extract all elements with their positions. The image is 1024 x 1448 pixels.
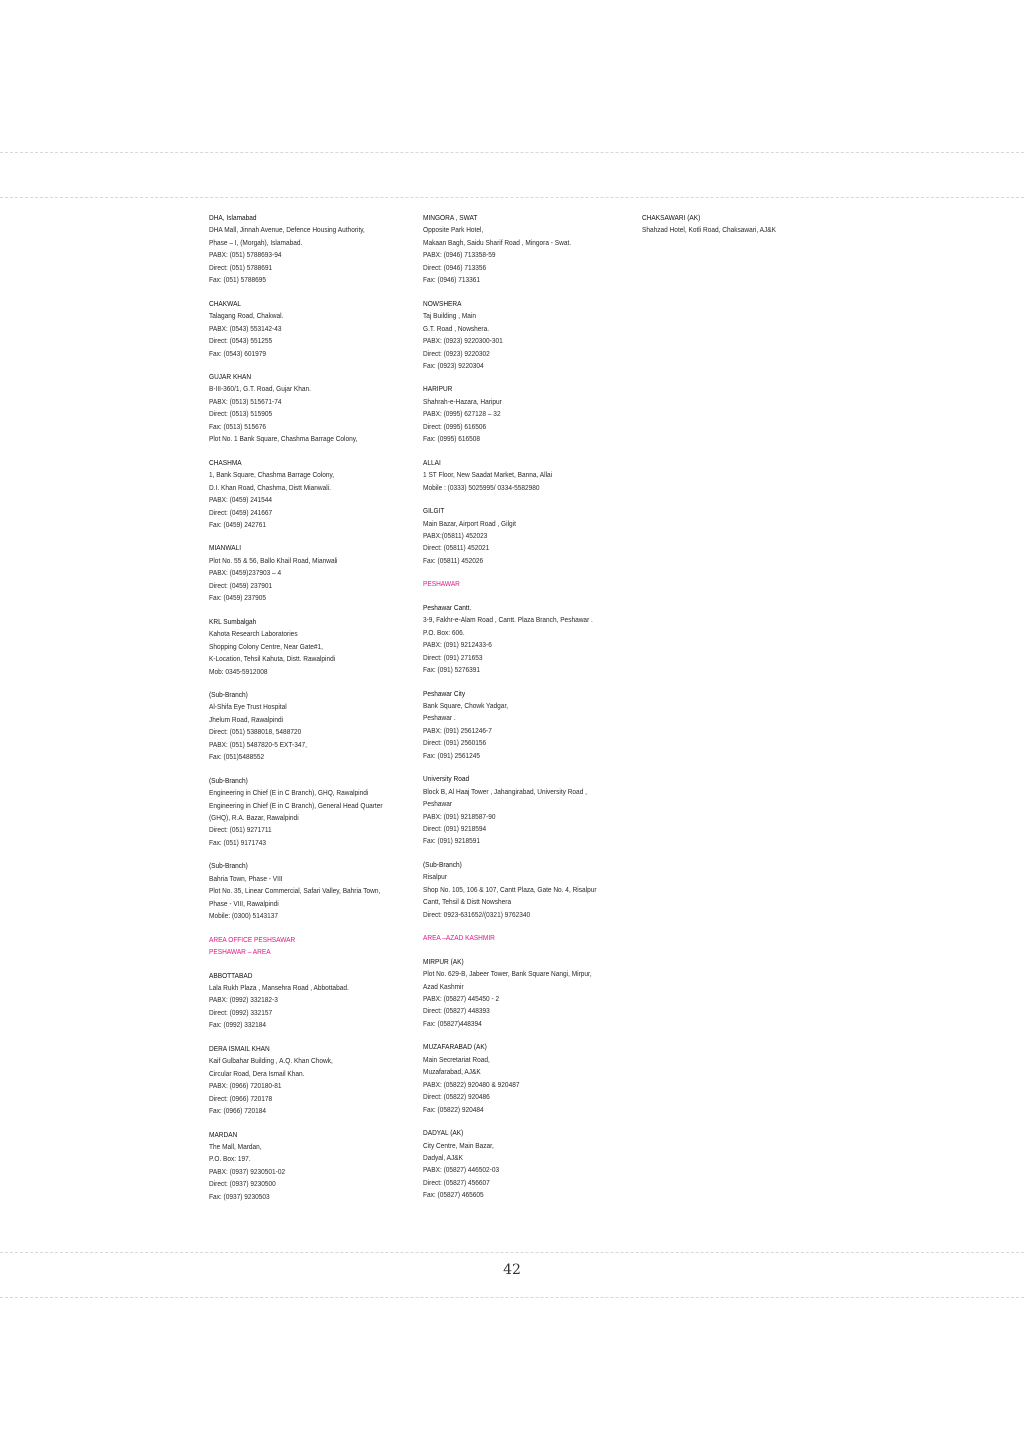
branch-detail-line: Direct: (05811) 452021	[423, 543, 490, 553]
branch-detail-line: Direct: (05822) 920486	[423, 1092, 490, 1102]
branch-detail-line: D.I. Khan Road, Chashma, Distt Mianwali.	[209, 482, 331, 492]
section-title: AREA –AZAD KASHMIR	[423, 933, 495, 943]
branch-detail-line: City Centre, Main Bazar,	[423, 1140, 494, 1150]
branch-detail-line: PABX: (05827) 445450 - 2	[423, 994, 500, 1004]
branch-detail-line: P.O. Box: 606.	[423, 627, 465, 637]
branch-detail-line: Direct: (0992) 332157	[209, 1007, 273, 1017]
section-heading	[423, 578, 623, 590]
branch-entry	[209, 1129, 409, 1204]
branch-detail-line: Plot No. 629-B, Jabeer Tower, Bank Square Nangi, Mirpur,	[423, 969, 592, 979]
branch-entry	[423, 505, 623, 567]
bottom-dashed-rule-1	[0, 1252, 1024, 1253]
column-1	[209, 212, 409, 1214]
branch-detail-line: Direct: (091) 9218594	[423, 824, 487, 834]
branch-detail-line: PABX: (0946) 713358-59	[423, 250, 496, 260]
branch-detail-line: Fax: (051)5488552	[209, 752, 265, 762]
branch-detail-line: Direct: (0923) 9220302	[423, 348, 490, 358]
branch-detail-line: Dadyal, AJ&K	[423, 1153, 463, 1162]
branch-name: HARIPUR	[423, 384, 453, 394]
top-dashed-rule-1	[0, 152, 1024, 153]
branch-detail-line: Direct: 0923-631652/(0321) 9762340	[423, 909, 531, 919]
branch-name: DADYAL (AK)	[423, 1128, 464, 1138]
branch-name: MIANWALI	[209, 543, 242, 553]
branch-detail-line: Bahria Town, Phase - VIII	[209, 873, 283, 883]
branch-detail-line: Jhelum Road, Rawalpindi	[209, 714, 284, 724]
branch-detail-line: Risalpur	[423, 872, 447, 882]
branch-detail-line: G.T. Road , Nowshera.	[423, 323, 490, 333]
branch-entry	[423, 956, 623, 1031]
branch-detail-line: PABX: (051) 5788693-94	[209, 250, 282, 260]
top-dashed-rule-2	[0, 197, 1024, 198]
branch-detail-line: 1, Bank Square, Chashma Barrage Colony,	[209, 470, 335, 480]
branch-detail-line: PABX: (05827) 446502-03	[423, 1165, 500, 1175]
branch-detail-line: PABX: (091) 2561246-7	[423, 725, 492, 735]
branch-name: ABBOTTABAD	[209, 970, 253, 980]
branch-name: ALLAI	[423, 457, 441, 467]
branch-entry	[423, 602, 623, 677]
branch-detail-line: Fax: (0966) 720184	[209, 1106, 267, 1116]
branch-detail-line: 3-9, Fakhr-e-Alam Road , Cantt. Plaza Branch, Peshawar .	[423, 615, 593, 625]
branch-name: GUJAR KHAN	[209, 371, 252, 381]
branch-detail-line: Block B, Al Haaj Tower , Jahangirabad, University Road ,	[423, 786, 587, 796]
branch-detail-line: Direct: (0995) 616506	[423, 421, 487, 431]
branch-name: (Sub-Branch)	[209, 689, 248, 699]
branch-detail-line: PABX: (0937) 9230501-02	[209, 1166, 286, 1176]
branch-detail-line: P.O. Box: 197.	[209, 1154, 251, 1164]
branch-entry	[423, 383, 623, 445]
branch-detail-line: Plot No. 55 & 56, Ballo Khail Road, Mianwali	[209, 555, 338, 565]
branch-detail-line: Fax: (051) 5788695	[209, 275, 267, 285]
branch-detail-line: Al-Shifa Eye Trust Hospital	[209, 702, 287, 712]
branch-detail-line: Fax: (0459) 242761	[209, 519, 267, 529]
branch-entry	[423, 298, 623, 373]
branch-detail-line: Phase - VIII, Rawalpindi	[209, 898, 279, 908]
branch-name: NOWSHERA	[423, 298, 462, 308]
branch-detail-line: Direct: (0459) 241667	[209, 507, 273, 517]
branch-name: MUZAFARABAD (AK)	[423, 1042, 487, 1052]
branch-detail-line: Opposite Park Hotel,	[423, 225, 484, 235]
branch-detail-line: K-Location, Tehsil Kahuta, Distt. Rawalpindi	[209, 654, 336, 664]
column-3	[642, 212, 842, 248]
branch-detail-line: Mob: 0345-5912008	[209, 666, 268, 676]
branch-detail-line: Direct: (0459) 237901	[209, 580, 273, 590]
branch-detail-line: Makaan Bagh, Saidu Sharif Road , Mingora - Swat.	[423, 237, 572, 247]
branch-detail-line: Direct: (05827) 448393	[423, 1006, 490, 1016]
branch-name: KRL Sumbalgah	[209, 616, 257, 626]
branch-detail-line: Shop No. 105, 106 & 107, Cantt Plaza, Gate No. 4, Risalpur	[423, 884, 597, 894]
branch-entry	[423, 212, 623, 287]
branch-entry	[642, 212, 842, 237]
branch-detail-line: Fax: (091) 5276391	[423, 665, 481, 675]
branch-detail-line: PABX: (091) 9212433-6	[423, 640, 492, 650]
branch-detail-line: Direct: (0937) 9230500	[209, 1179, 276, 1189]
branch-detail-line: Azad Kashmir	[423, 981, 464, 991]
branch-detail-line: Fax: (05827)448394	[423, 1018, 482, 1028]
branch-detail-line: Main Secretariat Road,	[423, 1054, 490, 1064]
branch-entry	[209, 689, 409, 764]
branch-name: (Sub-Branch)	[209, 861, 248, 871]
branch-entry	[209, 860, 409, 922]
branch-detail-line: Direct: (091) 271653	[423, 652, 483, 662]
branch-detail-line: PABX: (0992) 332182-3	[209, 995, 278, 1005]
branch-detail-line: The Mall, Mardan,	[209, 1142, 262, 1151]
branch-detail-line: PABX: (0923) 9220300-301	[423, 336, 503, 346]
branch-name: CHASHMA	[209, 457, 242, 467]
branch-detail-line: Kahota Research Laboratories	[209, 629, 298, 639]
section-title: PESHAWAR	[423, 579, 460, 589]
branch-entry	[209, 212, 409, 287]
branch-detail-line: Direct: (051) 5788691	[209, 262, 273, 272]
branch-detail-line: Plot No. 35, Linear Commercial, Safari Valley, Bahria Town,	[209, 886, 381, 896]
branch-detail-line: Peshawar	[423, 799, 453, 809]
branch-name: Peshawar City	[423, 688, 466, 698]
branch-entry	[423, 457, 623, 494]
bottom-dashed-rule-2	[0, 1297, 1024, 1298]
branch-detail-line: PABX: (0543) 553142-43	[209, 323, 282, 333]
branch-detail-line: Shahzad Hotel, Kotli Road, Chaksawari, AJ&K	[642, 225, 776, 235]
branch-name: CHAKWAL	[209, 298, 242, 308]
branch-detail-line: Main Bazar, Airport Road , Gilgit	[423, 518, 516, 528]
section-heading	[209, 934, 409, 959]
branch-detail-line: Cantt, Tehsil & Distt Nowshera	[423, 897, 512, 907]
branch-detail-line: Taj Building , Main	[423, 311, 476, 321]
branch-name: DHA, Islamabad	[209, 213, 257, 222]
branch-name: (Sub-Branch)	[209, 775, 248, 785]
branch-entry	[209, 542, 409, 604]
branch-name: DERA ISMAIL KHAN	[209, 1043, 270, 1053]
branch-detail-line: Fax: (0543) 601979	[209, 348, 267, 358]
section-title: PESHAWAR – AREA	[209, 947, 271, 957]
column-2	[423, 212, 623, 1213]
branch-name: Peshawar Cantt.	[423, 602, 472, 612]
branch-detail-line: Direct: (0513) 515905	[209, 409, 273, 419]
branch-detail-line: PABX: (0513) 515671-74	[209, 396, 282, 406]
branch-name: (Sub-Branch)	[423, 859, 462, 869]
branch-detail-line: Fax: (0946) 713361	[423, 275, 481, 285]
branch-detail-line: Fax: (05822) 920484	[423, 1104, 484, 1114]
branch-detail-line: Direct: (051) 5388018, 5488720	[209, 727, 302, 737]
branch-detail-line: 1 ST Floor, New Saadat Market, Banna, Allai	[423, 470, 553, 480]
branch-detail-line: Fax: (0992) 332184	[209, 1020, 267, 1030]
branch-detail-line: Engineering in Chief (E in C Branch), GHQ, Rawalpindi	[209, 788, 369, 798]
branch-name: MINGORA , SWAT	[423, 213, 478, 222]
branch-detail-line: Fax: (0923) 9220304	[423, 360, 484, 370]
branch-entry	[423, 773, 623, 848]
branch-detail-line: Direct: (091) 2560156	[423, 738, 487, 748]
branch-name: GILGIT	[423, 506, 445, 516]
branch-name: MARDAN	[209, 1129, 238, 1139]
branch-detail-line: Circular Road, Dera Ismail Khan.	[209, 1068, 305, 1078]
branch-entry	[423, 688, 623, 763]
branch-detail-line: PABX: (091) 9218587-90	[423, 811, 496, 821]
branch-detail-line: Shopping Colony Centre, Near Gate#1,	[209, 641, 324, 651]
branch-detail-line: Phase – I, (Morgah), Islamabad.	[209, 237, 303, 247]
branch-detail-line: Fax: (0995) 616508	[423, 434, 481, 444]
branch-entry	[423, 1127, 623, 1202]
page-number: 42	[503, 1262, 521, 1278]
branch-entry	[423, 1041, 623, 1116]
branch-detail-line: Direct: (0543) 551255	[209, 336, 273, 346]
branch-detail-line: Fax: (0937) 9230503	[209, 1191, 270, 1201]
branch-entry	[209, 371, 409, 446]
branch-detail-line: Engineering in Chief (E in C Branch), General Head Quarter	[209, 800, 383, 810]
branch-detail-line: Direct: (0946) 713356	[423, 262, 487, 272]
branch-detail-line: Direct: (0966) 720178	[209, 1093, 273, 1103]
branch-entry	[209, 616, 409, 678]
branch-name: CHAKSAWARI (AK)	[642, 213, 701, 222]
branch-detail-line: Plot No. 1 Bank Square, Chashma Barrage Colony,	[209, 434, 358, 444]
branch-name: University Road	[423, 774, 470, 784]
branch-entry	[209, 298, 409, 360]
branch-detail-line: Muzafarabad, AJ&K	[423, 1067, 481, 1077]
branch-detail-line: Fax: (05827) 465605	[423, 1190, 484, 1200]
branch-detail-line: Fax: (0459) 237905	[209, 593, 267, 603]
branch-entry	[209, 970, 409, 1032]
branch-detail-line: Shahrah-e-Hazara, Haripur	[423, 396, 502, 406]
branch-entry	[423, 859, 623, 921]
branch-detail-line: Fax: (091) 2561245	[423, 750, 481, 760]
branch-detail-line: Direct: (05827) 456607	[423, 1177, 490, 1187]
branch-detail-line: PABX: (051) 5487820-5 EXT-347,	[209, 739, 307, 749]
branch-detail-line: PABX: (05822) 920480 & 920487	[423, 1079, 520, 1089]
branch-detail-line: PABX: (0966) 720180-81	[209, 1081, 282, 1091]
branch-detail-line: PABX: (0995) 627128 – 32	[423, 409, 501, 419]
branch-detail-line: Fax: (0513) 515676	[209, 421, 267, 431]
branch-detail-line: Mobile : (0333) 5025995/ 0334-5582980	[423, 482, 540, 492]
section-heading	[423, 932, 623, 944]
branch-detail-line: PABX:(05811) 452023	[423, 530, 488, 540]
branch-detail-line: Direct: (051) 9271711	[209, 825, 272, 835]
branch-detail-line: Fax: (05811) 452026	[423, 555, 484, 565]
branch-detail-line: Mobile: (0300) 5143137	[209, 911, 278, 921]
branch-detail-line: (GHQ), R.A. Bazar, Rawalpindi	[209, 813, 299, 823]
branch-detail-line: Talagang Road, Chakwal.	[209, 311, 284, 321]
section-title: AREA OFFICE PESHSAWAR	[209, 934, 296, 944]
branch-detail-line: Fax: (091) 9218591	[423, 836, 481, 846]
branch-entry	[209, 457, 409, 532]
branch-detail-line: Lala Rukh Plaza , Mansehra Road , Abbottabad.	[209, 983, 349, 993]
branch-detail-line: Bank Square, Chowk Yadgar,	[423, 700, 509, 710]
branch-detail-line: B-III-360/1, G.T. Road, Gujar Khan.	[209, 384, 312, 394]
branch-name: MIRPUR (AK)	[423, 956, 464, 966]
branch-detail-line: Fax: (051) 9171743	[209, 837, 267, 847]
branch-detail-line: Peshawar .	[423, 713, 456, 723]
branch-entry	[209, 775, 409, 850]
branch-detail-line: DHA Mall, Jinnah Avenue, Defence Housing Authority,	[209, 225, 365, 235]
branch-detail-line: PABX: (0459)237903 – 4	[209, 568, 282, 578]
branch-detail-line: PABX: (0459) 241544	[209, 495, 273, 505]
branch-detail-line: Kaif Gulbahar Building , A.Q. Khan Chowk,	[209, 1056, 333, 1066]
branch-entry	[209, 1043, 409, 1118]
